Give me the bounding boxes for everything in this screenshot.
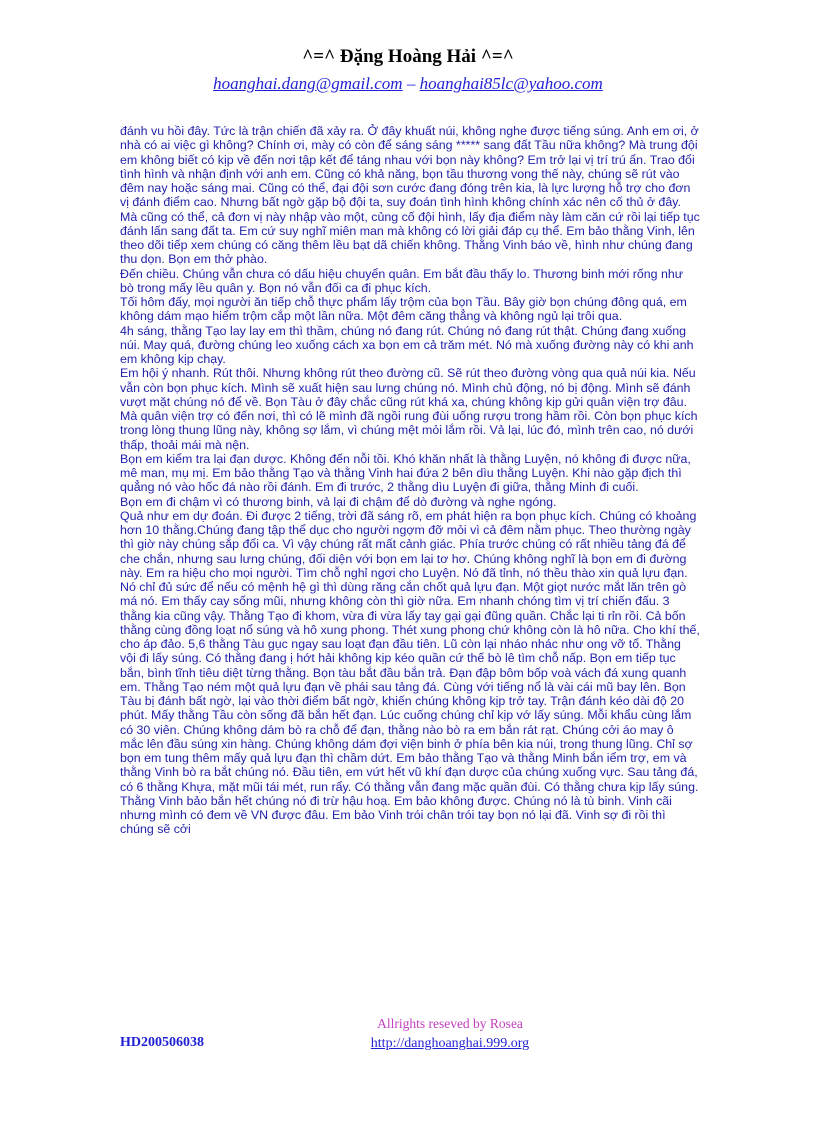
email-link-gmail[interactable]: hoanghai.dang@gmail.com: [213, 74, 403, 93]
footer-url-container: [0, 1036, 816, 1052]
document-header: [0, 46, 816, 95]
paragraph: 4h sáng, thằng Tạo lay lay em thì thầm, chúng nó đang rút. Chúng nó đang rút thật. Chúng đang xuống núi. May quá, đường chúng leo xuống cách xa bọn em cả trăm mét. Nó mà xuống đường này có khi anh em không kịp chạy.: [120, 323, 694, 366]
paragraph: Tối hôm đấy, mọi người ăn tiếp chỗ thực phẩm lấy trộm của bọn Tầu. Bây giờ bọn chúng đông quá, em không dám mạo hiểm trộm cắp một lần nữa. Một đêm căng thẳng và không ngủ lại trôi qua.: [120, 295, 687, 324]
copyright-notice: Allrights reseved by Rosea: [377, 1016, 523, 1031]
author-title: ^=^ Đặng Hoàng Hải ^=^: [302, 46, 514, 67]
paragraph: đánh vu hồi đây. Tức là trận chiến đã xảy ra. Ở đây khuất núi, không nghe được tiếng súng. Anh em ơi, ở nhà có ai việc gì không? Chính ơi, mày có còn để sáng sáng ***** sang đất Tầu nữa không? Mà trung đội em không biết có kịp về đến nơi tập kết để táng nhau với bọn này không? Em trở lại vị trí trú ẩn. Trao đổi tình hình và nhận định với anh em. Cũng có khả năng, bọn tầu thương vong thế này, chúng sẽ rút vào đêm nay hoặc sáng mai. Cũng có thể, đại đội sơn cước đang đóng trên kia, là lực lượng hỗ trợ cho đơn vị đánh điểm cao. Nhưng bất ngờ gặp bộ đội ta, suy đoán tình hình không chính xác nên cố thủ ở đây. Mà cũng có thể, cả đơn vị này nhập vào một, củng cố đội hình, lấy địa điểm này làm căn cứ rồi lại tiếp tục đánh lấn sang đất ta. Em cứ suy nghĩ miên man mà không có lời giải đáp cụ thể. Em bảo thằng Vinh, lên theo dõi tiếp xem chúng có căng thêm lều bạt dã chiến không. Thằng Vinh báo về, hình như chúng đang thu dọn. Bọn em thở phào.: [120, 124, 700, 267]
paragraph: Bọn em đi chậm vì có thương binh, vả lại đi chậm để dò đường và nghe ngóng.: [120, 494, 557, 509]
email-separator: –: [402, 74, 420, 93]
paragraph: Đến chiều. Chúng vẫn chưa có dấu hiệu chuyển quân. Em bắt đầu thấy lo. Thương binh mới rống như bò trong mấy lều quân y. Bọn nó vẫn đối ca đi phục kích.: [120, 266, 684, 295]
document-id: HD200506038: [120, 1035, 204, 1050]
website-link[interactable]: http://danghoanghai.999.org: [370, 1036, 530, 1051]
paragraph: Em hội ý nhanh. Rút thôi. Nhưng không rút theo đường cũ. Sẽ rút theo đường vòng qua quả núi kia. Nếu vẫn còn bọn phục kích. Mình sẽ xuất hiện sau lưng chúng nó. Mình chủ động, nó bị động. Mình sẽ đánh vượt mặt chúng nó để về. Bọn Tàu ở đây chắc cũng rút khá xa, chúng không kịp gửi quân viện trợ đâu. Mà quân viện trợ có đến nơi, thì có lẽ mình đã ngồi rung đùi uống rượu trong hầm rồi. Còn bọn phục kích trong lòng thung lũng này, không sợ lắm, vì chúng mệt mỏi lắm rồi. Vả lại, lúc đó, mình trên cao, nó dưới thấp, thoải mái mà nện.: [120, 366, 698, 452]
author-emails: [0, 73, 816, 95]
paragraph: Quả như em dự đoán. Đi được 2 tiếng, trời đã sáng rõ, em phát hiện ra bọn phục kích. Chúng có khoảng hơn 10 thằng.Chúng đang tập thể dục cho người ngợm đỡ mỏi vì cả đêm nằm phục. Theo thường ngày thì giờ này chúng sắp đổi ca. Vì vậy chúng rất mất cảnh giác. Phía trước chúng có rất nhiều tảng đá để che chắn, nhưng sau lưng chúng, đối diện với bọn em lại tơ hơ. Chúng không nghĩ là bọn em đi đường này. Em ra hiệu cho mọi người. Tìm chỗ nghỉ ngơi cho Luyện. Nó đã tỉnh, nó thều thào xin quả lựu đạn. Nó chỉ đủ sức để nếu có mệnh hệ gì thì dùng răng cắn chốt quả lựu đạn. Một giọt nước mắt lăn trên gò má nó. Em thấy cay sống mũi, nhưng không còn thì giờ nữa. Em nhanh chóng tìm vị trí chiến đấu. 3 thằng kia cũng vậy. Thằng Tạo đi khom, vừa đi vừa lấy tay gại gại đũng quần. Chắc lại ti rỉn rồi. Cả bốn thằng cùng đồng loạt nổ súng và hô xung phong. Thét xung phong chứ không còn là hô nữa. Cho khí thế, cho áp đảo. 5,6 thằng Tàu gục ngay sau loạt đạn đầu tiên. Lũ còn lại nháo nhác như ong vỡ tổ. Thằng vội đi lấy súng. Có thằng đang ị hớt hải không kịp kéo quần cứ thế bò lê tìm chỗ nấp. Bọn em tiếp tục bắn, bình tĩnh tiêu diệt từng thằng. Bọn tàu bắt đầu bắn trả. Đạn đập bôm bốp voà vách đá xung quanh em. Thằng Tạo ném một quả lựu đạn về phái sau tảng đá. Cùng với tiếng nổ là vài cái mũ bay lên. Bọn Tàu bị đánh bất ngờ, lại vào thời điểm bất ngờ, khiến chúng không kịp trở tay. Trận đánh kéo dài độ 20 phút. Mấy thằng Tầu còn sống đã bắn hết đạn. Lúc cuống chúng chỉ kịp vớ lấy súng. Mỗi khẩu cùng lắm có 30 viên. Chúng không dám bò ra chỗ để đạn, thằng nào bò ra em bắn rát rạt. Chúng cởi áo may ô mắc lên đầu súng xin hàng. Chúng không dám đợi viện binh ở phía bên kia núi, trong thung lũng. Chỉ sợ bọn em tung thêm mấy quả lựu đạn thì chầm dứt. Em bảo thằng Tạo và thằng Minh bắn iểm trợ, em và thằng Vinh bò ra bắt chúng nó. Đầu tiên, em vứt hết vũ khí đạn dược của chúng xuống vực. Sau tảng đá, có 6 thằng Khựa, mặt mũi tái mét, run rẩy. Có thằng vẫn đang mặc quần đùi. Có thằng chưa kịp lấy súng. Thằng Vinh bảo bắn hết chúng nó đi trừ hậu hoạ. Em bảo không được. Chúng nó là tù binh. Vinh cãi nhưng mình có đem về VN được đâu. Em bảo Vinh trói chân trói tay bọn nó lại đã. Vinh sợ đi rồi thì chúng sẽ cởi: [120, 508, 700, 837]
email-link-yahoo[interactable]: hoanghai85lc@yahoo.com: [419, 74, 603, 93]
document-body: [120, 124, 700, 837]
paragraph: Bọn em kiểm tra lại đạn dược. Không đến nỗi tồi. Khó khăn nhất là thằng Luyện, nó không đi được nữa, mê man, mụ mị. Em bảo thằng Tạo và thằng Vinh hai đứa 2 bên dìu thằng Luyện. Khi nào gặp địch thì quẳng nó vào hốc đá nào rồi đánh. Em đi trước, 2 thằng dìu Luyện đi giữa, thằng Minh đi cuối.: [120, 451, 691, 495]
